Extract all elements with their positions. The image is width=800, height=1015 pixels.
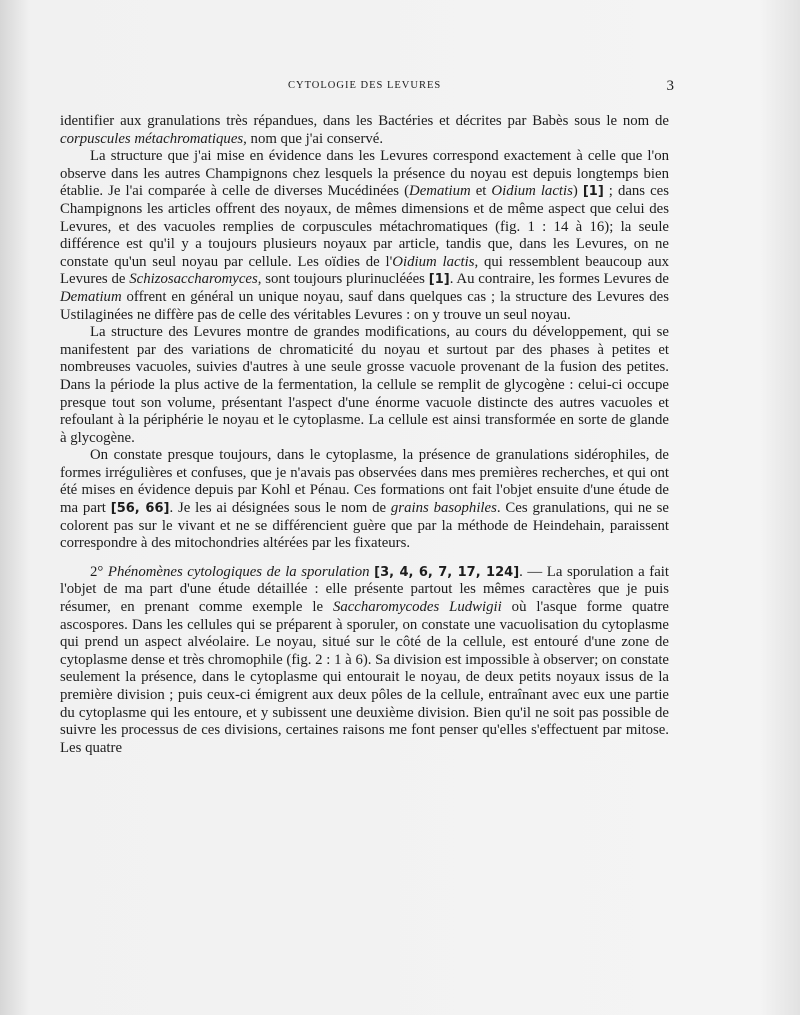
section-number: 2° [90,563,104,580]
text-run: et [470,183,492,200]
paragraph-1 [60,113,669,148]
text-run: , nom que j'ai conservé. [243,130,384,147]
text-run: . Je les ai désignées sous le nom de [169,500,391,517]
text-run: , sont toujours plurinucléées [257,271,429,288]
running-title: CYTOLOGIE DES LEVURES [288,80,442,91]
italic-term: Dematium [60,288,122,305]
paragraph-5 [60,564,669,758]
text-run: . Ces granulations, qui ne se colorent pas sur le vivant et ne se différencient guère que par la méthode de Heindehain, paraissent correspondre à des mitochondries altérées par les fixateurs. [60,500,670,552]
paragraph-4 [60,447,669,553]
body-text [60,113,669,757]
italic-term: corpuscules métachromatiques [60,130,244,147]
citation-ref: [3, 4, 6, 7, 17, 124] [374,564,520,580]
paragraph-3: La structure des Levures montre de grandes modifications, au cours du développement, qui se manifestent par des variations de chromaticité du noyau et surtout par des phases à petites et nombreuses vacuoles, suivies d'autres à une seule grosse vacuole provenant de la fusion des petites. Dans la période la plus active de la fermentation, la cellule se remplit de glycogène : celui-ci occupe presque tout son volume, présentant l'aspect d'une énorme vacuole distincte des autres vacuoles et refoulant à la périphérie le noyau et le cytoplasme. La cellule est ainsi transformée en sorte de glande à glycogène. [60,324,669,446]
citation-ref: [1] [428,272,450,288]
text-run: ) [572,183,583,200]
italic-term: Saccharomycodes Ludwigii [332,599,502,616]
italic-term: Dematium [409,183,471,200]
text-run: ; dans ces Champignons les articles offrent des noyaux, de mêmes dimensions et de même aspect que celui des Levures, et des vacuoles remplies de corpuscules métachromatiques (fig. 1 : 14 à 16); la seule différence est qu'il y a toujours plusieurs noyaux par article, tandis que, dans les Levures, on ne constate qu'un seul noyau par cellule. Les oïdies de l' [60,183,669,270]
text-run: identifier aux granulations très répandues, dans les Bactéries et décrites par Babès sous le nom de [60,113,669,129]
text-run: . Au contraire, les formes Levures de [449,271,669,288]
text-run: . — La sporulation a fait l'objet de ma part d'une étude détaillée : elle présente partout les mêmes caractères que je puis résumer, en prenant comme exemple le [60,563,670,616]
text-run: La structure que j'ai mise en évidence dans les Levures correspond exactement à celle que l'on observe dans les autres Champignons chez lesquels la présence du noyau est depuis longtemps bien établie. Je l'ai comparée à celle de diverses Mucédinées ( [60,148,669,200]
section-heading: Phénomènes cytologiques de la sporulation [107,563,370,580]
text-run: On constate presque toujours, dans le cytoplasme, la présence de granulations sidérophiles, de formes irrégulières et confuses, que je n'avais pas observées dans mes premières recherches, et qui ont été mises en évidence depuis par Kohl et Pénau. Ces formations ont fait l'objet ensuite d'une étude de ma part [60,447,669,517]
italic-term: grains basophiles [390,500,497,517]
text-run: où l'asque forme quatre ascospores. Dans les cellules qui se préparent à sporuler, on constate une vacuolisation du cytoplasme qui prend un aspect alvéolaire. Le noyau, situé sur le côté de la cellule, est entouré d'une zone de cytoplasme dense et très chromophile (fig. 2 : 1 à 6). Sa division est impossible à observer; on constate seulement la présence, dans le cytoplasme qui entourait le noyau, de deux petits noyaux issus de la première division ; puis ceux-ci émigrent aux deux pôles de la cellule, entraînant avec eux une partie du cytoplasme qui les entoure, et y subissent une deuxième division. Bien qu'il ne soit pas possible de suivre les processus de ces divisions, certaines raisons me font penser qu'elles s'effectuent par mitose. Les quatre [60,599,669,756]
italic-term: Schizosaccharomyces [129,271,258,288]
page-header [60,78,674,96]
page-number: 3 [666,78,674,94]
citation-ref: [1] [582,184,604,200]
text-run: , qui ressemblent beaucoup aux Levures de [60,253,669,288]
italic-term: Oidium lactis [392,253,475,270]
italic-term: Oidium lactis [491,183,573,200]
citation-ref: [56, 66] [110,501,170,517]
text-run: offrent en général un unique noyau, sauf dans quelques cas ; la structure des Levures des Ustilaginées ne diffère pas de celle des véritables Levures : on y trouve un seul noyau. [60,288,669,323]
paragraph-2 [60,148,669,324]
